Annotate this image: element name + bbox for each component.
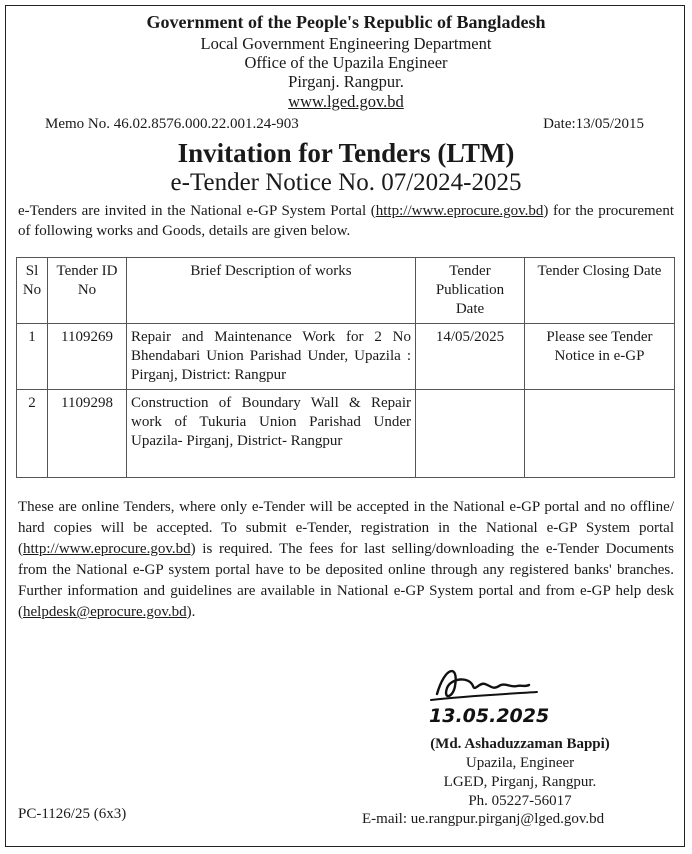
office-location: Pirganj. Rangpur.: [288, 72, 404, 91]
memo-number: Memo No. 46.02.8576.000.22.001.24-903: [45, 116, 299, 132]
handwritten-signature: [425, 656, 575, 726]
cell-description: Construction of Boundary Wall & Repair work of Tukuria Union Parishad Under Upazila- Pirganj, District- Rangpur: [127, 390, 416, 478]
instructions-paragraph: These are online Tenders, where only e-Tender will be accepted in the National e-GP portal and no offline/ hard copies will be accepted. To submit e-Tender, registration in the National e-GP System portal (http://www.eprocure.gov.bd) is required. The fees for last selling/downloading the e-Tender Documents from the National e-GP system portal have to be deposited online through any registered banks' branches. Further information and guidelines are available in National e-GP System portal and from e-GP help desk (helpdesk@eprocure.gov.bd).: [18, 499, 674, 620]
cell-sl: 2: [17, 390, 48, 478]
cell-tender-id: 1109298: [48, 390, 127, 478]
government-heading: Government of the People's Republic of Bangladesh: [146, 12, 546, 32]
egp-portal-link[interactable]: http://www.eprocure.gov.bd: [375, 203, 544, 219]
pc-code: PC-1126/25 (6x3): [18, 806, 127, 822]
header-closing-date: Tender Closing Date: [525, 258, 675, 324]
signatory-designation: Upazila, Engineer: [465, 755, 575, 771]
signatory-name: (Md. Ashaduzzaman Bappi): [430, 736, 610, 752]
signatory-office: LGED, Pirganj, Rangpur.: [443, 774, 597, 790]
cell-closing-date: [525, 390, 675, 478]
intro-paragraph: e-Tenders are invited in the National e-GP System Portal (http://www.eprocure.gov.bd) for the procurement of following works and Goods, details are given below.: [18, 203, 674, 239]
header-description: Brief Description of works: [127, 258, 416, 324]
signatory-email: E-mail: ue.rangpur.pirganj@lged.gov.bd: [362, 811, 605, 827]
header-publication-date: Tender Publication Date: [416, 258, 525, 324]
signatory-phone: Ph. 05227-56017: [468, 793, 572, 809]
cell-tender-id: 1109269: [48, 324, 127, 390]
header-tender-id: Tender ID No: [48, 258, 127, 324]
handwritten-date: 13.05.2025: [429, 705, 550, 726]
cell-publication-date: [416, 390, 525, 478]
helpdesk-email-link[interactable]: helpdesk@eprocure.gov.bd: [23, 604, 187, 620]
table-row: [17, 324, 675, 390]
memo-date: Date:13/05/2015: [543, 116, 644, 132]
cell-closing-date: Please see Tender Notice in e-GP: [525, 324, 675, 390]
office-name: Office of the Upazila Engineer: [244, 53, 448, 72]
website-link[interactable]: www.lged.gov.bd: [288, 92, 404, 111]
cell-sl: 1: [17, 324, 48, 390]
page-title: Invitation for Tenders (LTM): [177, 138, 515, 168]
table-row: [17, 390, 675, 478]
cell-publication-date: 14/05/2025: [416, 324, 525, 390]
cell-description: Repair and Maintenance Work for 2 No Bhendabari Union Parishad Under, Upazila : Pirganj, District: Rangpur: [127, 324, 416, 390]
header-sl: Sl No: [17, 258, 48, 324]
signature-block: [370, 735, 670, 811]
department-name: Local Government Engineering Department: [200, 34, 492, 53]
notice-number: e-Tender Notice No. 07/2024-2025: [170, 169, 522, 196]
tender-table: [16, 257, 675, 478]
egp-portal-link[interactable]: http://www.eprocure.gov.bd: [23, 541, 191, 557]
table-header-row: [17, 258, 675, 324]
